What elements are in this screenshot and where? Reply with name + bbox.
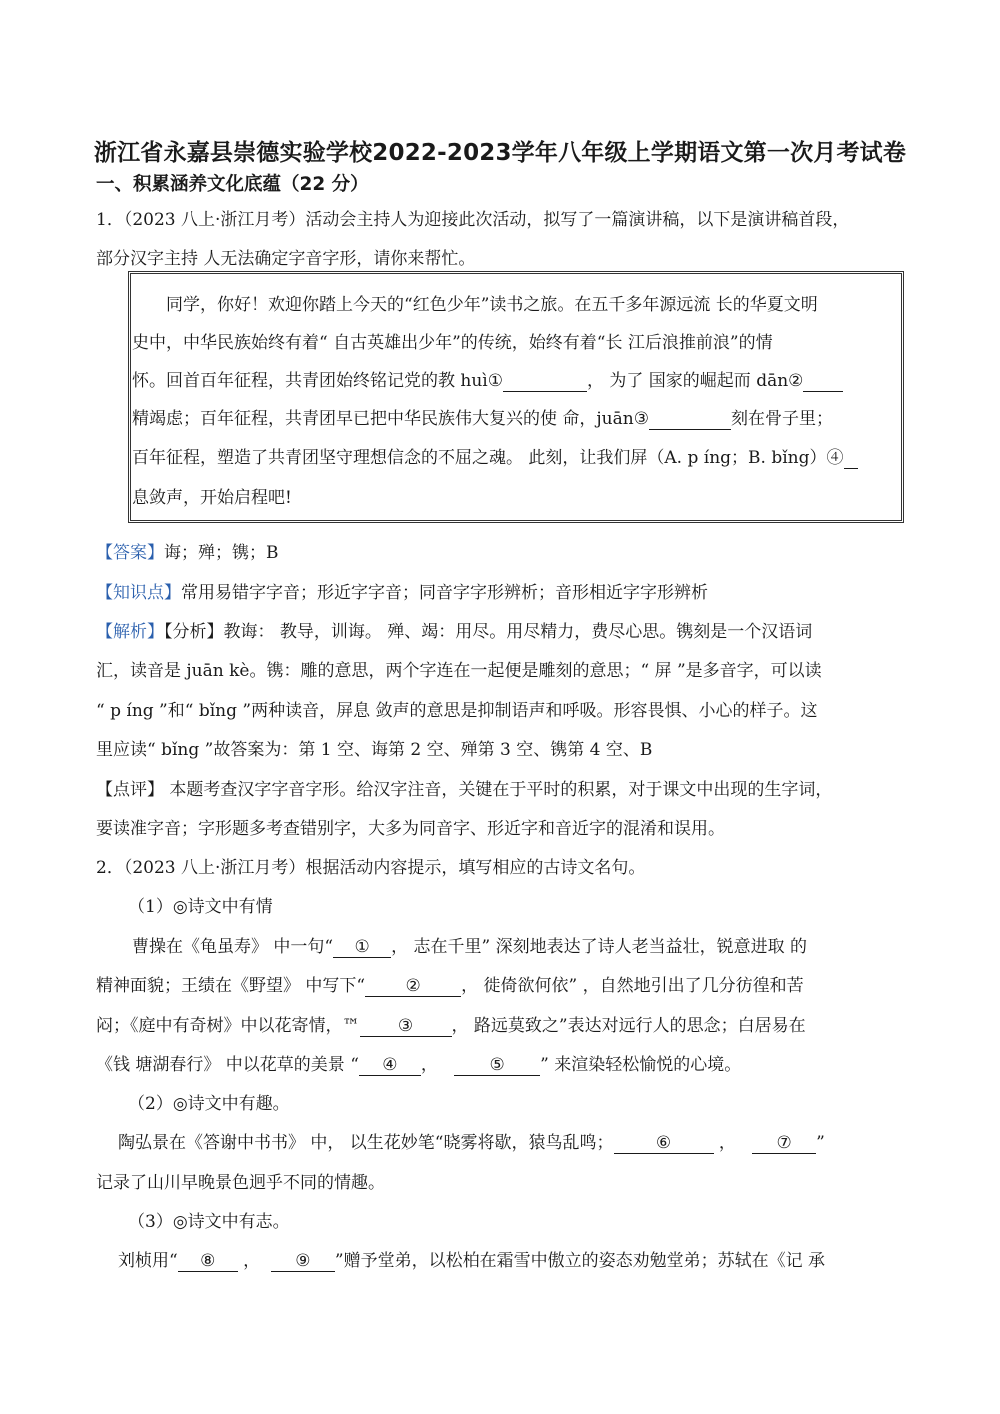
part1-line-4-text: 《钱 塘湖春行》 中以花草的美景 “: [96, 1055, 359, 1075]
box-line-5-text: 百年征程，塑造了共青团坚守理想信念的不屈之魂。 此刻，让我们屏（A. p íng；B. bǐng）④: [132, 448, 844, 468]
blank-2[interactable]: ②: [365, 978, 461, 997]
answer-line: [96, 538, 279, 563]
review-line-2: 要读准字音；字形题多考查错别字，大多为同音字、形近字和音近字的混淆和误用。: [96, 819, 725, 839]
part1-line-1-text: 曹操在《龟虽寿》 中一句“: [132, 937, 334, 957]
box-line-4-text: 精竭虑；百年征程，共青团早已把中华民族伟大复兴的使 命，juān③: [132, 409, 649, 429]
review-line-1: 【点评】 本题考查汉字字音字形。给汉字注音，关键在于平时的积累，对于课文中出现的生字词，: [96, 780, 833, 800]
part1-heading: （1）◎诗文中有情: [128, 897, 273, 917]
part2-line-2: 记录了山川早晚景色迥乎不同的情趣。: [96, 1173, 385, 1193]
answer-tag: 【答案】: [96, 543, 164, 563]
q2-line-1: 2．（2023 八上·浙江月考）根据活动内容提示，填写相应的古诗文名句。: [96, 858, 646, 878]
part3-line-1-comma: ，: [243, 1251, 261, 1271]
part1-line-4: [96, 1050, 741, 1076]
box-line-2: 史中，中华民族始终有着“ 自古英雄出少年”的传统，始终有着“长 江后浪推前浪”的情: [132, 333, 773, 353]
analysis-tag: 【解析】: [96, 622, 164, 642]
blank-7[interactable]: ⑦: [752, 1135, 816, 1154]
blank-6[interactable]: ⑥: [614, 1135, 714, 1154]
analysis-line-4: 里应读“ bǐng ”故答案为：第 1 空、诲第 2 空、殚第 3 空、镌第 4 空、B: [96, 740, 653, 760]
analysis-line-2: 汇，读音是 juān kè。镌：雕的意思，两个字连在一起便是雕刻的意思；“ 屏 ”是多音字，可以读: [96, 661, 822, 681]
box-line-5: [132, 443, 858, 469]
part2-line-1-quote: ”: [816, 1133, 825, 1153]
part1-line-1: [132, 932, 807, 958]
analysis-line-1: [96, 617, 812, 642]
answer-text: 诲；殚；镌；B: [164, 543, 279, 563]
part1-line-3: [96, 1011, 806, 1037]
section-heading: 一、积累涵养文化底蕴（22 分）: [96, 174, 369, 195]
box-line-1: 同学，你好！欢迎你踏上今天的“红色少年”读书之旅。在五千多年源远流 长的华夏文明: [166, 295, 818, 315]
blank-dan[interactable]: [803, 373, 843, 392]
part1-line-3-text: 闷；《庭中有奇树》中以花寄情，™: [96, 1016, 360, 1036]
part3-line-1-text: 刘桢用“: [118, 1251, 178, 1271]
page-title: 浙江省永嘉县崇德实验学校2022-2023学年八年级上学期语文第一次月考试卷: [93, 140, 907, 166]
analysis-text-1: 【分析】教诲： 教导，训诲。 殚、竭：用尽。用尽精力，费尽心思。镌刻是一个汉语词: [164, 622, 813, 642]
part1-line-4-rest: ” 来渲染轻松愉悦的心境。: [540, 1055, 742, 1075]
blank-4b[interactable]: ④: [359, 1057, 421, 1076]
blank-1[interactable]: ①: [333, 939, 391, 958]
box-line-6: 息敛声，开始启程吧!: [132, 488, 292, 508]
blank-5[interactable]: ⑤: [454, 1057, 540, 1076]
part3-line-1-rest: ”赠予堂弟，以松柏在霜雪中傲立的姿态劝勉堂弟；苏轼在《记 承: [334, 1251, 826, 1271]
blank-hui[interactable]: [503, 373, 587, 392]
box-line-3: [132, 366, 843, 392]
knowledge-text: 常用易错字字音；形近字字音；同音字字形辨析；音形相近字字形辨析: [181, 583, 708, 603]
part1-line-2: [96, 971, 804, 997]
part1-line-2-rest: ， 徙倚欲何依” ，自然地引出了几分彷徨和苦: [461, 976, 804, 996]
part1-line-3-rest: ， 路远莫致之”表达对远行人的思念；白居易在: [451, 1016, 806, 1036]
analysis-line-3: “ p íng ”和“ bǐng ”两种读音，屏息 敛声的意思是抑制语声和呼吸。形容畏惧、小心的样子。这: [96, 701, 818, 721]
blank-juan[interactable]: [649, 411, 731, 430]
box-line-4-rest: 刻在骨子里；: [730, 409, 833, 429]
part2-line-1-comma: ，: [718, 1133, 736, 1153]
box-line-3-rest: ， 为了 国家的崛起而 dān②: [586, 371, 804, 391]
box-line-4: [132, 404, 833, 430]
part2-line-1: [118, 1128, 825, 1154]
knowledge-line: [96, 578, 708, 603]
part2-heading: （2）◎诗文中有趣。: [128, 1094, 290, 1114]
q1-line-1: 1．（2023 八上·浙江月考）活动会主持人为迎接此次活动，拟写了一篇演讲稿，以下是演讲稿首段，: [96, 210, 850, 230]
q1-line-2: 部分汉字主持 人无法确定字音字形，请你来帮忙。: [96, 249, 476, 269]
part1-line-4-comma: ，: [420, 1055, 438, 1075]
part3-heading: （3）◎诗文中有志。: [128, 1212, 290, 1232]
blank-3[interactable]: ③: [360, 1018, 452, 1037]
part2-line-1-text: 陶弘景在《答谢中书书》 中， 以生花妙笔“晓雾将歇，猿鸟乱鸣；: [118, 1133, 614, 1153]
blank-8[interactable]: ⑧: [178, 1253, 238, 1272]
part3-line-1: [118, 1246, 825, 1272]
part1-line-2-text: 精神面貌；王绩在《野望》 中写下“: [96, 976, 366, 996]
blank-4[interactable]: [844, 450, 858, 469]
part1-line-1-rest: ， 志在千里” 深刻地表达了诗人老当益壮，锐意进取 的: [391, 937, 808, 957]
knowledge-tag: 【知识点】: [96, 583, 181, 603]
blank-9[interactable]: ⑨: [271, 1253, 335, 1272]
box-line-3-text: 怀。回首百年征程，共青团始终铭记党的教 huì①: [132, 371, 503, 391]
